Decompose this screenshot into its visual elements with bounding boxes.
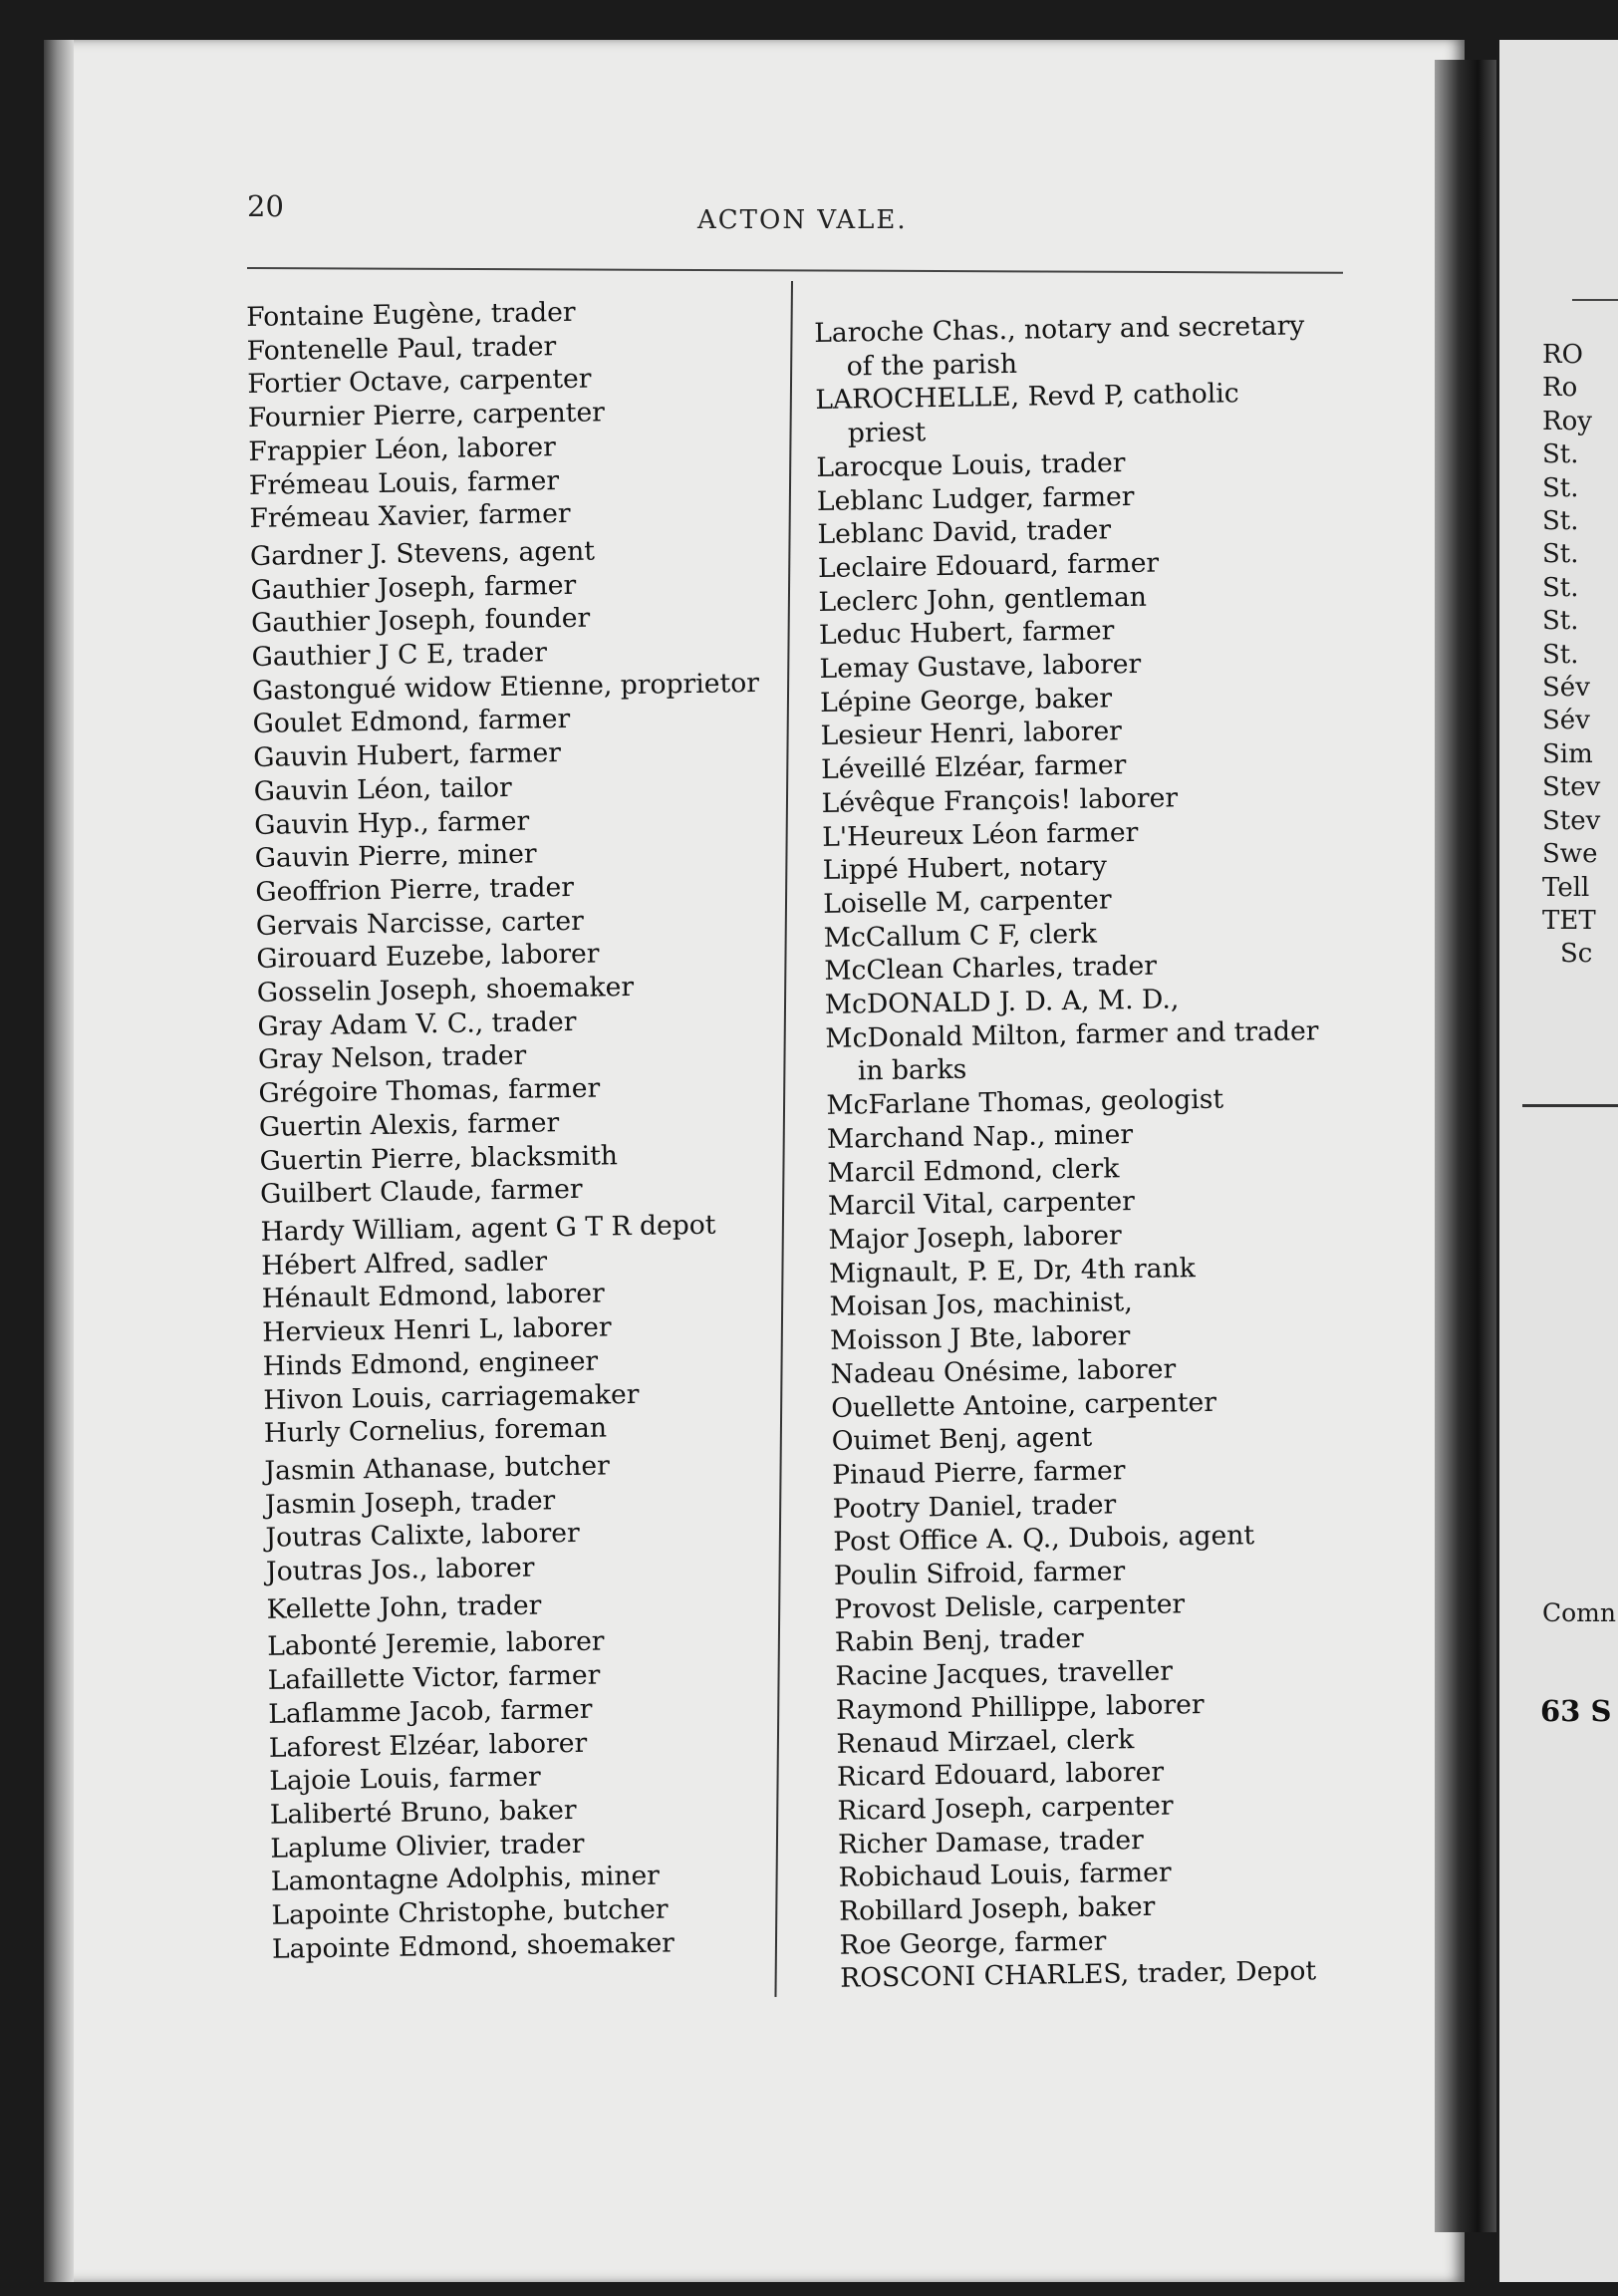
directory-entry: Raymond Phillippe, laborer — [835, 1688, 1205, 1726]
facing-page-fragment: St. — [1542, 539, 1579, 570]
directory-entry: Larocque Louis, trader — [816, 446, 1126, 483]
directory-entry: Goulet Edmond, farmer — [252, 704, 571, 740]
directory-entry: Marchand Nap., miner — [826, 1118, 1134, 1155]
directory-entry: McDONALD J. D. A, M. D., — [824, 984, 1180, 1020]
directory-entry: Guertin Pierre, blacksmith — [259, 1139, 619, 1177]
directory-entry: Lapointe Edmond, shoemaker — [271, 1927, 675, 1965]
directory-entry: Richer Damase, trader — [837, 1824, 1145, 1861]
directory-entry: Fournier Pierre, carpenter — [247, 397, 606, 434]
page-binding-shadow — [44, 40, 74, 2282]
directory-entry: Gervais Narcisse, carter — [255, 905, 585, 942]
directory-entry: Guertin Alexis, farmer — [258, 1107, 560, 1143]
directory-entry: Gray Nelson, trader — [257, 1040, 527, 1076]
directory-entry: Jasmin Athanase, butcher — [264, 1450, 611, 1487]
directory-entry: Ricard Edouard, laborer — [836, 1756, 1165, 1794]
directory-entry: Marcil Edmond, clerk — [827, 1152, 1120, 1189]
facing-page-fragment: Stev — [1542, 805, 1601, 836]
directory-entry: Lippé Hubert, notary — [822, 850, 1108, 887]
facing-page-fragment: St. — [1542, 639, 1579, 670]
directory-entry: Leblanc David, trader — [817, 514, 1112, 551]
directory-entry: Lapointe Christophe, butcher — [271, 1893, 669, 1931]
directory-entry: LAROCHELLE, Revd P, catholic — [815, 378, 1239, 417]
directory-entry: Frémeau Louis, farmer — [248, 464, 560, 501]
facing-page-fragments — [1542, 339, 1600, 972]
facing-page-rule-top — [1572, 299, 1618, 301]
directory-entry: Lépine George, baker — [819, 683, 1113, 718]
directory-entry: Hardy William, agent G T R depot — [260, 1209, 716, 1248]
directory-entry: Post Office A. Q., Dubois, agent — [833, 1520, 1255, 1559]
facing-page-fragment: Swe — [1542, 839, 1598, 870]
directory-entry: Guilbert Claude, farmer — [259, 1174, 583, 1211]
directory-entry: Gauthier J C E, trader — [251, 637, 548, 673]
directory-entry: priest — [847, 417, 927, 449]
directory-entry: Laflamme Jacob, farmer — [268, 1693, 593, 1730]
directory-entry: Leclerc John, gentleman — [818, 581, 1148, 618]
directory-entry: Provost Delisle, carpenter — [834, 1588, 1186, 1625]
directory-entry: Robichaud Louis, farmer — [838, 1857, 1172, 1894]
directory-entry: Nadeau Onésime, laborer — [830, 1353, 1177, 1390]
directory-entry: Laroche Chas., notary and secretary — [814, 310, 1305, 349]
directory-entry: Pinaud Pierre, farmer — [832, 1455, 1126, 1491]
directory-entry: Robillard Joseph, baker — [838, 1890, 1156, 1927]
directory-entry: Lévêque François! laborer — [821, 782, 1179, 819]
facing-page-fragment: Tell — [1542, 872, 1590, 903]
directory-entry: Lafaillette Victor, farmer — [267, 1659, 601, 1696]
directory-entry: Lamontagne Adolphis, miner — [270, 1861, 661, 1898]
directory-entry: Frémeau Xavier, farmer — [249, 498, 571, 535]
facing-page-fragment: Sév — [1542, 706, 1590, 736]
directory-entry: Leclaire Edouard, farmer — [817, 547, 1160, 584]
directory-entry: Ricard Joseph, carpenter — [837, 1790, 1174, 1827]
directory-entry: Hivon Louis, carriagemaker — [263, 1378, 640, 1416]
right-column — [814, 308, 1418, 1996]
directory-entry: ROSCONI CHARLES, trader, Depot — [839, 1955, 1317, 1995]
directory-entry: Hénault Edmond, laborer — [261, 1278, 605, 1315]
directory-entry: McCallum C F, clerk — [823, 918, 1098, 954]
facing-page-rule — [1522, 1104, 1618, 1107]
directory-entry: Major Joseph, laborer — [828, 1220, 1122, 1256]
directory-entry: Marcil Vital, carpenter — [827, 1186, 1136, 1223]
running-head: ACTON VALE. — [697, 205, 908, 235]
directory-entry: Racine Jacques, traveller — [835, 1655, 1174, 1692]
page-number: 20 — [247, 189, 284, 223]
facing-page-fragment: St. — [1542, 472, 1579, 503]
directory-entry: Roe George, farmer — [839, 1925, 1107, 1961]
directory-entry: Léveillé Elzéar, farmer — [820, 749, 1127, 786]
directory-entry: Lemay Gustave, laborer — [819, 648, 1142, 685]
directory-entry: Joutras Jos., laborer — [265, 1552, 535, 1587]
directory-entry: Geoffrion Pierre, trader — [255, 871, 575, 908]
directory-entry: Gauthier Joseph, farmer — [250, 569, 577, 606]
left-column — [246, 292, 850, 1966]
facing-page-footer-a: Comn — [1542, 1598, 1616, 1627]
directory-entry: Kellette John, trader — [266, 1589, 542, 1625]
directory-entry: Ouimet Benj, agent — [831, 1421, 1093, 1458]
directory-entry: Hinds Edmond, engineer — [262, 1345, 599, 1382]
directory-entry: Fontaine Eugène, trader — [246, 296, 576, 333]
directory-entry: of the parish — [846, 348, 1018, 383]
directory-entry: McDonald Milton, farmer and trader — [825, 1014, 1319, 1054]
facing-page-fragment: Roy — [1542, 406, 1592, 436]
directory-entry: Girouard Euzebe, laborer — [256, 938, 600, 976]
directory-entry: McClean Charles, trader — [824, 951, 1158, 988]
directory-entry: Gastongué widow Etienne, proprietor — [251, 667, 760, 707]
directory-entry: Gauthier Joseph, founder — [250, 602, 591, 640]
facing-page-fragment: St. — [1542, 439, 1579, 470]
facing-page-fragment: St. — [1542, 506, 1579, 537]
directory-entry: Gosselin Joseph, shoemaker — [256, 972, 635, 1008]
directory-entry: Labonté Jeremie, laborer — [266, 1625, 605, 1663]
directory-entry: Grégoire Thomas, farmer — [258, 1072, 601, 1110]
directory-entry: Loiselle M, carpenter — [823, 884, 1112, 920]
directory-entry: Mignault, P. E, Dr, 4th rank — [828, 1252, 1196, 1290]
facing-page-fragment: TET — [1542, 905, 1596, 936]
directory-entry: Lesieur Henri, laborer — [820, 716, 1123, 752]
directory-entry: Moisan Jos, machinist, — [829, 1287, 1133, 1323]
directory-entry: Leduc Hubert, farmer — [818, 615, 1115, 652]
directory-entry: Gardner J. Stevens, agent — [249, 535, 596, 572]
directory-entry: Gauvin Pierre, miner — [254, 838, 537, 875]
facing-page-fragment: Sc — [1560, 939, 1593, 970]
facing-page-fragment: Sév — [1542, 673, 1590, 704]
directory-entry: Leblanc Ludger, farmer — [816, 480, 1135, 517]
directory-entry: Laforest Elzéar, laborer — [268, 1727, 588, 1764]
book-gutter — [1435, 60, 1496, 2232]
directory-entry: McFarlane Thomas, geologist — [826, 1083, 1224, 1122]
directory-entry: Hurly Cornelius, foreman — [263, 1412, 608, 1450]
facing-page-fragment: St. — [1542, 606, 1579, 637]
directory-entry: Rabin Benj, trader — [834, 1623, 1085, 1659]
directory-entry: Fortier Octave, carpenter — [247, 363, 592, 401]
directory-entry: Laplume Olivier, trader — [270, 1828, 585, 1865]
directory-entry: Hébert Alfred, sadler — [260, 1246, 548, 1282]
directory-entry: Pootry Daniel, trader — [832, 1488, 1117, 1525]
directory-entry: Hervieux Henri L, laborer — [262, 1311, 612, 1348]
directory-entry: Fontenelle Paul, trader — [246, 330, 557, 367]
directory-entry: Joutras Calixte, laborer — [265, 1518, 580, 1555]
directory-entry: Renaud Mirzael, clerk — [836, 1723, 1135, 1760]
directory-entry: in barks — [857, 1054, 967, 1087]
directory-entry: Poulin Sifroid, farmer — [833, 1556, 1126, 1591]
directory-entry: Moisson J Bte, laborer — [829, 1320, 1131, 1356]
directory-entry: Gauvin Léon, tailor — [253, 771, 513, 807]
directory-entry: Lajoie Louis, farmer — [269, 1761, 541, 1798]
directory-entry: Ouellette Antoine, carpenter — [830, 1386, 1217, 1424]
directory-entry: Laliberté Bruno, baker — [269, 1794, 577, 1831]
directory-entry: Jasmin Joseph, trader — [264, 1484, 556, 1521]
directory-entry: Gauvin Hyp., farmer — [254, 805, 530, 841]
facing-page-fragment: Sim — [1542, 738, 1593, 769]
facing-page-footer-b: 63 S — [1540, 1694, 1612, 1728]
facing-page-fragment: St. — [1542, 572, 1579, 603]
directory-entry: Gauvin Hubert, farmer — [252, 737, 562, 774]
directory-entry: Gray Adam V. C., trader — [257, 1005, 577, 1042]
directory-entry: L'Heureux Léon farmer — [821, 816, 1139, 853]
facing-page-fragment: RO — [1542, 340, 1583, 370]
facing-page-fragment: Stev — [1542, 772, 1601, 803]
directory-entry: Frappier Léon, laborer — [248, 430, 557, 467]
facing-page-fragment: Ro — [1542, 373, 1578, 404]
